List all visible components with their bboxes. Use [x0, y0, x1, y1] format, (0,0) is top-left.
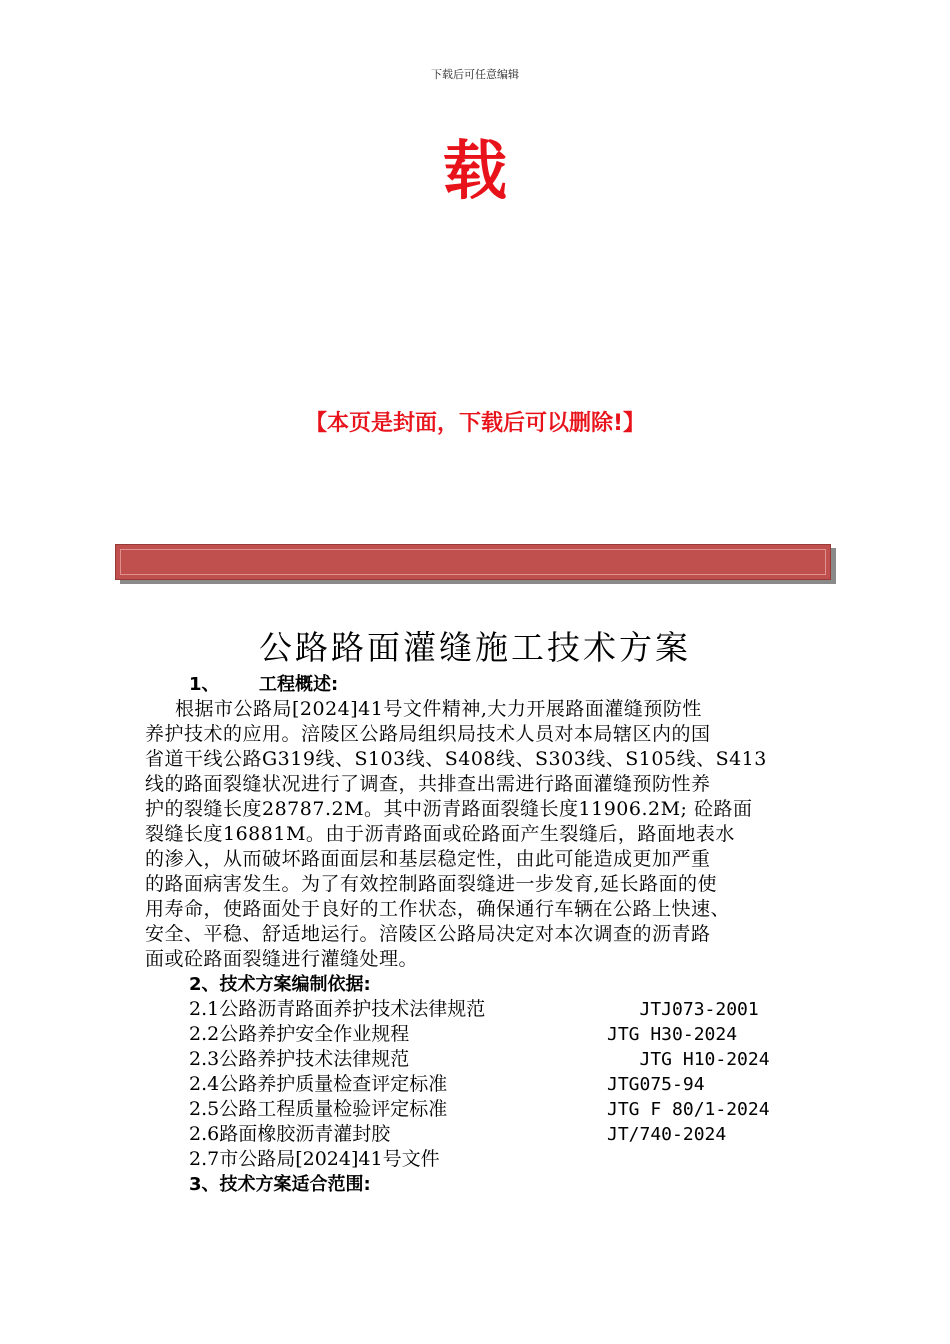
paragraph-line: 的渗入，从而破坏路面面层和基层稳定性，由此可能造成更加严重 — [145, 848, 711, 870]
reference-code: JTG F 80/1-2024 — [607, 1099, 770, 1120]
reference-item — [145, 1097, 825, 1122]
paragraph-line: 养护技术的应用。涪陵区公路局组织局技术人员对本局辖区内的国 — [145, 723, 711, 745]
reference-item — [145, 1022, 825, 1047]
cover-removal-note: 【本页是封面，下载后可以删除!】 — [304, 411, 646, 436]
section-2-heading: 2、技术方案编制依据: — [189, 974, 371, 995]
paragraph-line: 裂缝长度16881M。由于沥青路面或砼路面产生裂缝后，路面地表水 — [145, 823, 735, 845]
reference-code: JT/740-2024 — [607, 1124, 727, 1145]
decorative-banner — [115, 544, 831, 580]
cover-big-character: 载 — [443, 135, 507, 209]
reference-item — [145, 1122, 825, 1147]
paragraph-line: 省道干线公路G319线、S103线、S408线、S303线、S105线、S413 — [145, 748, 767, 770]
reference-name: 2.5公路工程质量检验评定标准 — [189, 1098, 448, 1120]
reference-name: 2.7市公路局[2024]41号文件 — [189, 1148, 440, 1170]
reference-code: JTG H10-2024 — [607, 1049, 770, 1070]
section-1-heading — [145, 672, 825, 697]
paragraph-line: 面或砼路面裂缝进行灌缝处理。 — [145, 948, 419, 970]
reference-name: 2.3公路养护技术法律规范 — [189, 1048, 410, 1070]
paragraph-line: 安全、平稳、舒适地运行。涪陵区公路局决定对本次调查的沥青路 — [145, 923, 711, 945]
section-3-heading: 3、技术方案适合范围: — [189, 1174, 371, 1195]
reference-item — [145, 1147, 825, 1172]
reference-item — [145, 1047, 825, 1072]
reference-code: JTG H30-2024 — [607, 1024, 738, 1045]
paragraph-line: 护的裂缝长度28787.2M。其中沥青路面裂缝长度11906.2M; 砼路面 — [145, 798, 753, 820]
section-1-number: 1、 — [189, 674, 220, 695]
section-1-label: 工程概述: — [259, 674, 339, 695]
reference-code: JTJ073-2001 — [607, 999, 759, 1020]
reference-item — [145, 997, 825, 1022]
reference-name: 2.6路面橡胶沥青灌封胶 — [189, 1123, 391, 1145]
overview-paragraph — [145, 697, 825, 972]
paragraph-line: 的路面病害发生。为了有效控制路面裂缝进一步发育,延长路面的使 — [145, 873, 718, 895]
reference-name: 2.1公路沥青路面养护技术法律规范 — [189, 998, 486, 1020]
header-note: 下载后可任意编辑 — [431, 68, 519, 81]
reference-code: JTG075-94 — [607, 1074, 705, 1095]
paragraph-line: 根据市公路局[2024]41号文件精神,大力开展路面灌缝预防性 — [175, 698, 702, 720]
paragraph-line: 用寿命，使路面处于良好的工作状态，确保通行车辆在公路上快速、 — [145, 898, 731, 920]
document-title: 公路路面灌缝施工技术方案 — [259, 628, 691, 667]
reference-name: 2.4公路养护质量检查评定标准 — [189, 1073, 448, 1095]
document-body — [145, 672, 825, 1197]
paragraph-line: 线的路面裂缝状况进行了调查，共排查出需进行路面灌缝预防性养 — [145, 773, 711, 795]
reference-name: 2.2公路养护安全作业规程 — [189, 1023, 410, 1045]
reference-item — [145, 1072, 825, 1097]
